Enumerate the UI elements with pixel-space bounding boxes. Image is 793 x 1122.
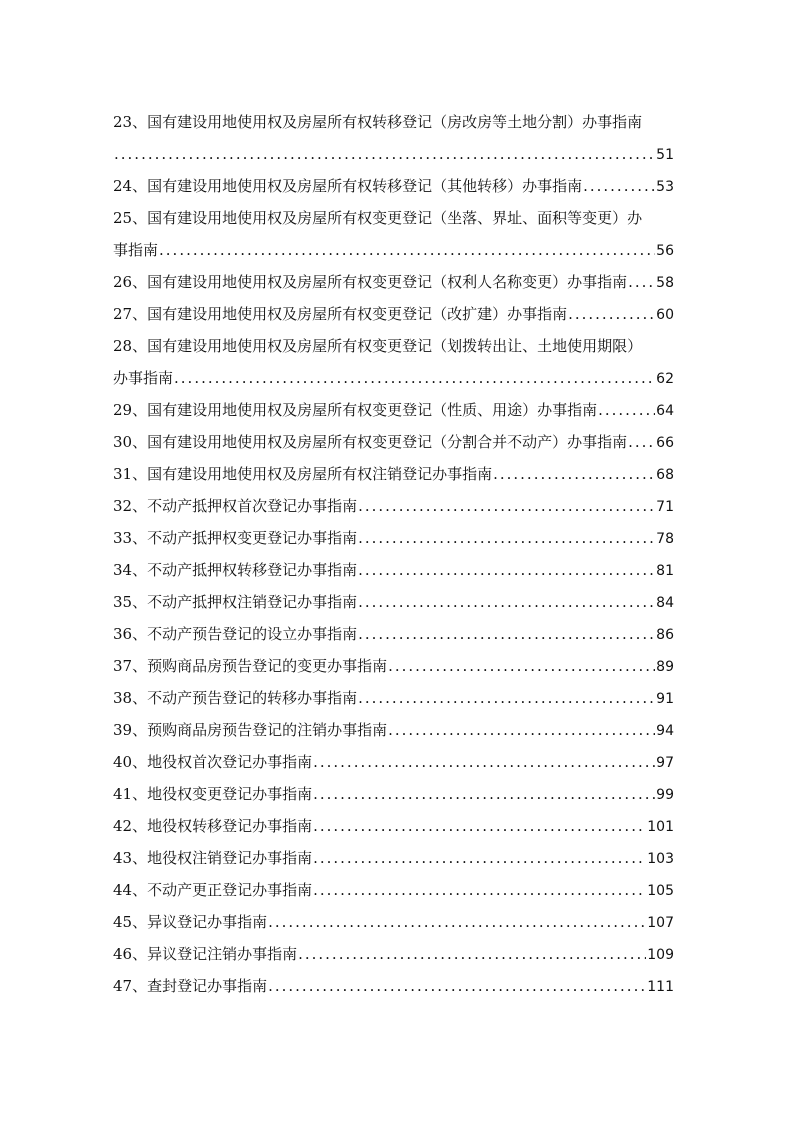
toc-page-number: 103 (647, 851, 674, 867)
toc-line (113, 138, 674, 170)
toc-entry[interactable] (113, 906, 674, 938)
toc-entry[interactable] (113, 618, 674, 650)
toc-entry-title: 34、不动产抵押权转移登记办事指南 (113, 561, 358, 579)
toc-entry-title: 33、不动产抵押权变更登记办事指南 (113, 529, 358, 547)
toc-page-number: 99 (656, 787, 674, 803)
toc-line (113, 202, 674, 234)
dot-leader (114, 138, 655, 170)
toc-entry-title: 办事指南 (113, 369, 174, 387)
toc-entry[interactable] (113, 298, 674, 330)
toc-page-number: 64 (656, 403, 674, 419)
dot-leader (358, 522, 655, 554)
toc-page-number: 91 (656, 691, 674, 707)
dot-leader (568, 298, 655, 330)
toc-line (113, 874, 674, 906)
toc-page-number: 60 (656, 307, 674, 323)
dot-leader (358, 682, 655, 714)
toc-page-number: 58 (656, 275, 674, 291)
toc-entry-title: 27、国有建设用地使用权及房屋所有权变更登记（改扩建）办事指南 (113, 305, 568, 323)
toc-entry-title: 38、不动产预告登记的转移办事指南 (113, 689, 358, 707)
toc-line (113, 938, 674, 970)
toc-entry-title: 23、国有建设用地使用权及房屋所有权转移登记（房改房等土地分割）办事指南 (113, 113, 643, 131)
toc-entry-title: 47、查封登记办事指南 (113, 977, 268, 995)
toc-line (113, 106, 674, 138)
dot-leader (313, 874, 646, 906)
dot-leader (628, 266, 655, 298)
toc-line (113, 970, 674, 1002)
toc-line (113, 618, 674, 650)
toc-entry-title: 46、异议登记注销办事指南 (113, 945, 298, 963)
toc-line (113, 394, 674, 426)
toc-entry[interactable] (113, 266, 674, 298)
toc-entry-title: 35、不动产抵押权注销登记办事指南 (113, 593, 358, 611)
toc-line (113, 586, 674, 618)
toc-page-number: 53 (656, 179, 674, 195)
toc-entry[interactable] (113, 842, 674, 874)
toc-line (113, 458, 674, 490)
toc-page-number: 86 (656, 627, 674, 643)
toc-entry[interactable] (113, 650, 674, 682)
toc-entry-title: 事指南 (113, 241, 159, 259)
toc-entry-title: 31、国有建设用地使用权及房屋所有权注销登记办事指南 (113, 465, 493, 483)
dot-leader (268, 970, 646, 1002)
toc-entry[interactable] (113, 202, 674, 266)
toc-line (113, 554, 674, 586)
toc-entry-title: 26、国有建设用地使用权及房屋所有权变更登记（权利人名称变更）办事指南 (113, 273, 628, 291)
toc-entry[interactable] (113, 938, 674, 970)
toc-line (113, 682, 674, 714)
dot-leader (298, 938, 646, 970)
toc-entry[interactable] (113, 490, 674, 522)
dot-leader (493, 458, 655, 490)
toc-page-number: 109 (647, 947, 674, 963)
dot-leader (313, 778, 655, 810)
toc-entry[interactable] (113, 874, 674, 906)
dot-leader (598, 394, 655, 426)
toc-entry[interactable] (113, 586, 674, 618)
toc-page-number: 66 (656, 435, 674, 451)
toc-page-number: 56 (656, 243, 674, 259)
toc-entry-title: 42、地役权转移登记办事指南 (113, 817, 313, 835)
toc-entry-title: 36、不动产预告登记的设立办事指南 (113, 625, 358, 643)
toc-entry-title: 29、国有建设用地使用权及房屋所有权变更登记（性质、用途）办事指南 (113, 401, 598, 419)
toc-entry[interactable] (113, 714, 674, 746)
toc-line (113, 170, 674, 202)
dot-leader (268, 906, 646, 938)
toc-entry[interactable] (113, 554, 674, 586)
dot-leader (388, 714, 655, 746)
toc-page-number: 84 (656, 595, 674, 611)
toc-line (113, 906, 674, 938)
toc-page-number: 51 (656, 147, 674, 163)
toc-page-number: 78 (656, 531, 674, 547)
toc-line (113, 330, 674, 362)
toc-entry-title: 37、预购商品房预告登记的变更办事指南 (113, 657, 388, 675)
dot-leader (159, 234, 655, 266)
dot-leader (174, 362, 655, 394)
toc-line (113, 234, 674, 266)
dot-leader (628, 426, 655, 458)
toc-line (113, 298, 674, 330)
dot-leader (358, 618, 655, 650)
table-of-contents (113, 106, 674, 1002)
toc-page-number: 107 (647, 915, 674, 931)
toc-entry[interactable] (113, 522, 674, 554)
toc-page-number: 97 (656, 755, 674, 771)
toc-page-number: 62 (656, 371, 674, 387)
toc-page-number: 71 (656, 499, 674, 515)
toc-entry[interactable] (113, 426, 674, 458)
toc-entry[interactable] (113, 458, 674, 490)
toc-page-number: 89 (656, 659, 674, 675)
toc-entry[interactable] (113, 778, 674, 810)
toc-entry[interactable] (113, 810, 674, 842)
toc-page-number: 94 (656, 723, 674, 739)
toc-entry-title: 41、地役权变更登记办事指南 (113, 785, 313, 803)
toc-page-number: 68 (656, 467, 674, 483)
toc-entry-title: 25、国有建设用地使用权及房屋所有权变更登记（坐落、界址、面积等变更）办 (113, 209, 643, 227)
dot-leader (583, 170, 655, 202)
toc-entry[interactable] (113, 170, 674, 202)
toc-line (113, 362, 674, 394)
toc-entry[interactable] (113, 746, 674, 778)
toc-entry[interactable] (113, 330, 674, 394)
dot-leader (358, 490, 655, 522)
toc-entry-title: 45、异议登记办事指南 (113, 913, 268, 931)
toc-entry-title: 24、国有建设用地使用权及房屋所有权转移登记（其他转移）办事指南 (113, 177, 583, 195)
toc-entry-title: 40、地役权首次登记办事指南 (113, 753, 313, 771)
toc-line (113, 650, 674, 682)
toc-entry-title: 30、国有建设用地使用权及房屋所有权变更登记（分割合并不动产）办事指南 (113, 433, 628, 451)
toc-line (113, 842, 674, 874)
toc-entry-title: 39、预购商品房预告登记的注销办事指南 (113, 721, 388, 739)
toc-line (113, 746, 674, 778)
toc-line (113, 778, 674, 810)
toc-line (113, 490, 674, 522)
dot-leader (313, 842, 646, 874)
toc-page-number: 105 (647, 883, 674, 899)
toc-entry-title: 28、国有建设用地使用权及房屋所有权变更登记（划拨转出让、土地使用期限） (113, 337, 643, 355)
toc-line (113, 522, 674, 554)
toc-line (113, 714, 674, 746)
toc-entry-title: 44、不动产更正登记办事指南 (113, 881, 313, 899)
toc-page-number: 101 (647, 819, 674, 835)
toc-entry[interactable] (113, 394, 674, 426)
toc-line (113, 266, 674, 298)
toc-entry[interactable] (113, 682, 674, 714)
dot-leader (358, 554, 655, 586)
dot-leader (388, 650, 655, 682)
toc-entry-title: 32、不动产抵押权首次登记办事指南 (113, 497, 358, 515)
dot-leader (313, 746, 655, 778)
toc-entry-title: 43、地役权注销登记办事指南 (113, 849, 313, 867)
toc-entry[interactable] (113, 970, 674, 1002)
toc-entry[interactable] (113, 106, 674, 170)
toc-page-number: 81 (656, 563, 674, 579)
dot-leader (313, 810, 646, 842)
toc-line (113, 810, 674, 842)
toc-page-number: 111 (647, 979, 674, 995)
toc-line (113, 426, 674, 458)
dot-leader (358, 586, 655, 618)
